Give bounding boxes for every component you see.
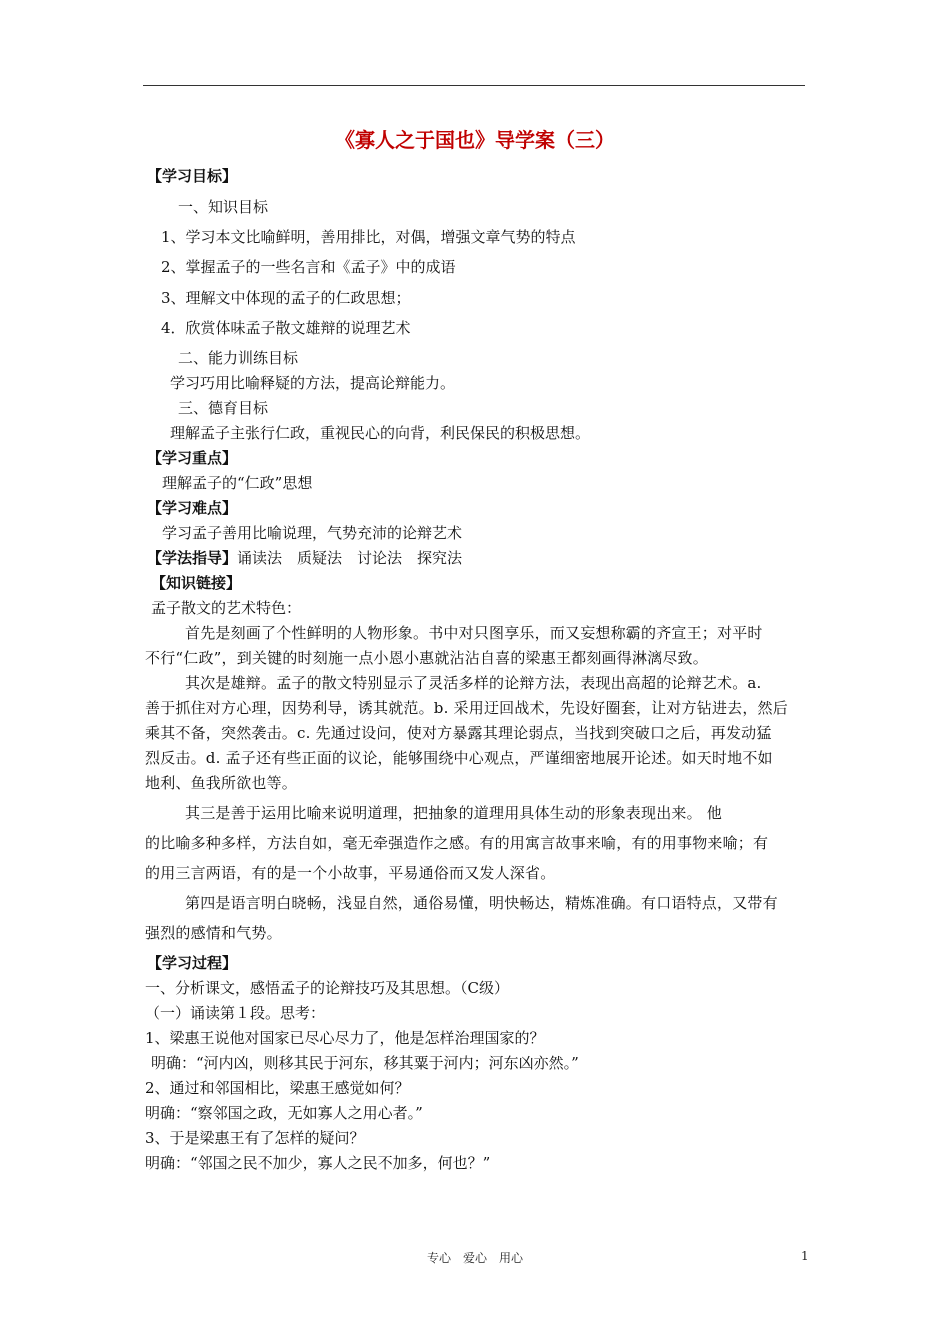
process-line: 3、于是梁惠王有了怎样的疑问？ xyxy=(145,1129,365,1147)
difficulty-heading: 【学习难点】 xyxy=(147,499,238,517)
process-line: 2、通过和邻国相比，梁惠王感觉如何？ xyxy=(145,1079,410,1097)
focus-text: 理解孟子的“仁政”思想 xyxy=(162,474,313,492)
link-intro: 孟子散文的艺术特色： xyxy=(151,599,302,617)
ability-goal-heading: 二、能力训练目标 xyxy=(178,349,299,367)
para-line: 第四是语言明白晓畅，浅显自然，通俗易懂，明快畅达，精炼准确。有口语特点，又带有 xyxy=(185,894,778,912)
goal-item: 4．欣赏体味孟子散文雄辩的说理艺术 xyxy=(161,319,411,337)
footer-text: 专心 爱心 用心 xyxy=(426,1251,523,1265)
para-line: 烈反击。d. 孟子还有些正面的议论，能够围绕中心观点，严谨细密地展开论述。如天时地不如 xyxy=(145,749,773,767)
para-line: 的用三言两语，有的是一个小故事，平易通俗而又发人深省。 xyxy=(145,864,556,882)
header-rule xyxy=(143,85,805,86)
para-line: 善于抓住对方心理，因势利导，诱其就范。b. 采用迂回战术，先设好圈套，让对方钻进去，然后 xyxy=(145,699,788,717)
moral-goal-text: 理解孟子主张行仁政，重视民心的向背，利民保民的积极思想。 xyxy=(170,424,591,442)
goal-item: 1、学习本文比喻鲜明，善用排比，对偶，增强文章气势的特点 xyxy=(161,228,576,246)
para-line: 首先是刻画了个性鲜明的人物形象。书中对只图享乐，而又妄想称霸的齐宣王；对平时 xyxy=(185,624,763,642)
focus-heading: 【学习重点】 xyxy=(147,449,238,467)
method-text: 诵读法 质疑法 讨论法 探究法 xyxy=(237,549,463,567)
para-line: 不行“仁政”，到关键的时刻施一点小恩小惠就沾沾自喜的梁惠王都刻画得淋漓尽致。 xyxy=(145,649,708,667)
ability-goal-text: 学习巧用比喻释疑的方法，提高论辩能力。 xyxy=(170,374,456,392)
process-line: （一）诵读第１段。思考： xyxy=(145,1004,326,1022)
para-line: 强烈的感情和气势。 xyxy=(145,924,282,942)
goal-item: 2、掌握孟子的一些名言和《孟子》中的成语 xyxy=(161,258,456,276)
document-title: 《寡人之于国也》导学案（三） xyxy=(335,128,615,152)
para-line: 的比喻多种多样，方法自如，毫无牵强造作之感。有的用寓言故事来喻，有的用事物来喻；有 xyxy=(145,834,769,852)
process-heading: 【学习过程】 xyxy=(147,954,238,972)
link-heading: 【知识链接】 xyxy=(151,574,242,592)
process-line: 明确：“邻国之民不加少，寡人之民不加多，何也？” xyxy=(145,1154,491,1172)
page-number: 1 xyxy=(801,1249,809,1263)
para-line: 其次是雄辩。孟子的散文特别显示了灵活多样的论辩方法，表现出高超的论辩艺术。a. xyxy=(185,674,762,692)
goal-item: 3、理解文中体现的孟子的仁政思想； xyxy=(161,289,411,307)
process-line: 明确：“河内凶，则移其民于河东，移其粟于河内；河东凶亦然。” xyxy=(151,1054,579,1072)
process-line: 明确：“察邻国之政，无如寡人之用心者。” xyxy=(145,1104,423,1122)
knowledge-goal-heading: 一、知识目标 xyxy=(178,198,269,216)
method-line xyxy=(147,549,462,567)
para-line: 其三是善于运用比喻来说明道理，把抽象的道理用具体生动的形象表现出来。 他 xyxy=(185,804,722,822)
para-line: 地利、鱼我所欲也等。 xyxy=(145,774,298,792)
para-line: 乘其不备，突然袭击。c. 先通过设问，使对方暴露其理论弱点，当找到突破口之后，再发动猛 xyxy=(145,724,772,742)
process-line: 1、梁惠王说他对国家已尽心尽力了，他是怎样治理国家的？ xyxy=(145,1029,545,1047)
moral-goal-heading: 三、德育目标 xyxy=(178,399,269,417)
method-heading: 【学法指导】 xyxy=(147,549,238,567)
goals-heading: 【学习目标】 xyxy=(147,167,238,185)
process-line: 一、分析课文，感悟孟子的论辩技巧及其思想。（C级） xyxy=(145,979,509,997)
difficulty-text: 学习孟子善用比喻说理，气势充沛的论辩艺术 xyxy=(162,524,463,542)
